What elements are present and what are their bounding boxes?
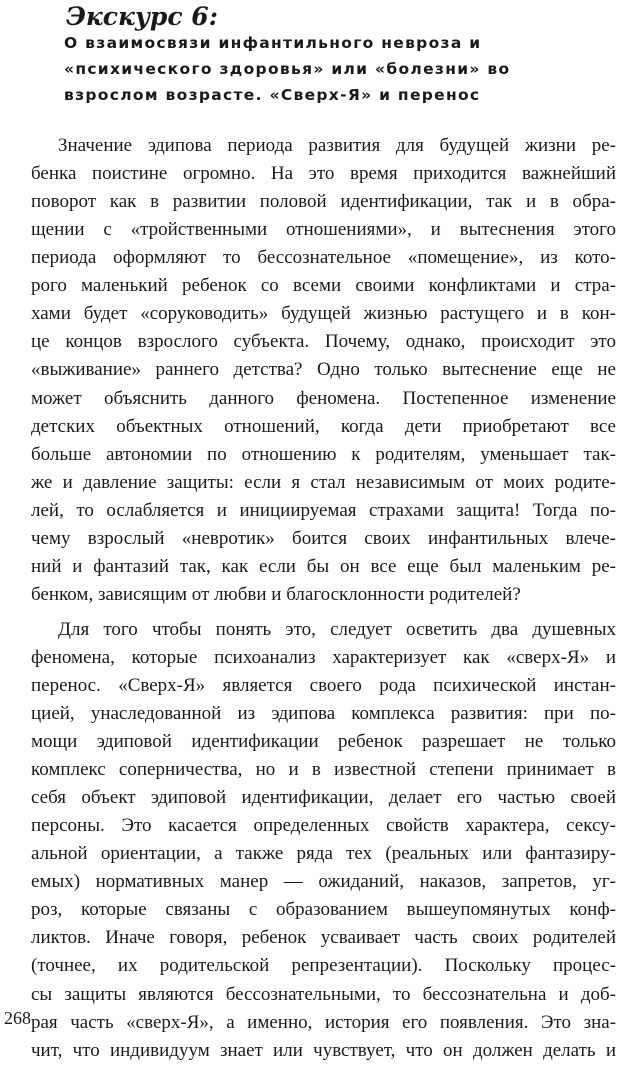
text-line: персоны. Это касается определенных свойств характера, сексу- <box>31 815 616 837</box>
text-line: перенос. «Сверх-Я» является своего рода психической инстан- <box>31 675 616 696</box>
text-line: (точнее, их родительской репрезентации). Поскольку процес- <box>31 955 616 977</box>
text-line: поворот как в развитии половой идентификации, так и в обра- <box>31 191 616 213</box>
text-line: бенка поистине огромно. На это время приходится важнейший <box>31 163 616 185</box>
subtitle-line: взрослом возрасте. «Сверх-Я» и перенос <box>64 86 481 104</box>
text-line: больше автономии по отношению к родителям, уменьшает так- <box>31 443 616 465</box>
text-line: Для того чтобы понять это, следует осветить два душевных <box>58 618 616 640</box>
text-line: альной ориентации, а также ряда тех (реальных или фантазиру- <box>31 843 616 865</box>
subtitle-line: «психического здоровья» или «болезни» во <box>64 60 511 78</box>
page-number: 268 <box>4 1008 31 1028</box>
text-line: хами будет «соруководить» будущей жизнью растущего и в кон- <box>31 303 616 325</box>
text-line: же и давление защиты: если я стал независимым от моих родите- <box>31 471 616 493</box>
text-line: феномена, которые психоанализ характеризует как «сверх-Я» и <box>31 646 616 668</box>
text-line: детских объектных отношений, когда дети приобретают все <box>31 415 616 437</box>
text-line: це концов взрослого субъекта. Почему, однако, происходит это <box>31 331 616 353</box>
text-line: Значение эдипова периода развития для будущей жизни ре- <box>58 135 616 156</box>
subtitle-line: О взаимосвязи инфантильного невроза и <box>64 34 482 52</box>
text-line: роз, которые связаны с образованием вышеупомянутых конф- <box>31 899 616 921</box>
text-line: мощи эдиповой идентификации ребенок разрешает не только <box>31 731 616 753</box>
text-line: цией, унаследованной из эдипова комплекса развития: при по- <box>31 703 616 724</box>
text-line: чит, что индивидуум знает или чувствует, что он должен делать и <box>31 1039 616 1061</box>
text-line: «выживание» раннего детства? Одно только вытеснение еще не <box>31 359 616 381</box>
text-line: ний и фантазий так, как если бы он все еще был маленьким ре- <box>31 555 616 577</box>
excursus-subtitle <box>64 30 564 108</box>
excursus-title: Экскурс 6: <box>66 2 218 31</box>
text-line: периода оформляют то бессознательное «помещение», из кото- <box>31 247 616 269</box>
text-line: рая часть «сверх-Я», а именно, история его появления. Это зна- <box>31 1011 616 1033</box>
text-line: себя объект эдиповой идентификации, делает его частью своей <box>31 787 616 809</box>
text-line: может объяснить данного феномена. Постепенное изменение <box>31 387 616 409</box>
text-line: чему взрослый «невротик» боится своих инфантильных влече- <box>31 527 616 549</box>
text-line: сы защиты являются бессознательными, то бессознательна и доб- <box>31 983 616 1005</box>
text-line: емых) нормативных манер — ожиданий, наказов, запретов, уг- <box>31 871 616 893</box>
text-line: рого маленький ребенок со всеми своими конфликтами и стра- <box>31 275 616 297</box>
text-line: бенком, зависящим от любви и благосклонности родителей? <box>31 583 521 605</box>
text-line: лей, то ослабляется и инициируемая страхами защита! Тогда по- <box>31 499 616 521</box>
text-line: комплекс соперничества, но и в известной степени принимает в <box>31 759 616 781</box>
text-line: ликтов. Иначе говоря, ребенок усваивает часть своих родителей <box>31 927 616 949</box>
text-line: щении с «тройственными отношениями», и вытеснения этого <box>31 219 616 241</box>
